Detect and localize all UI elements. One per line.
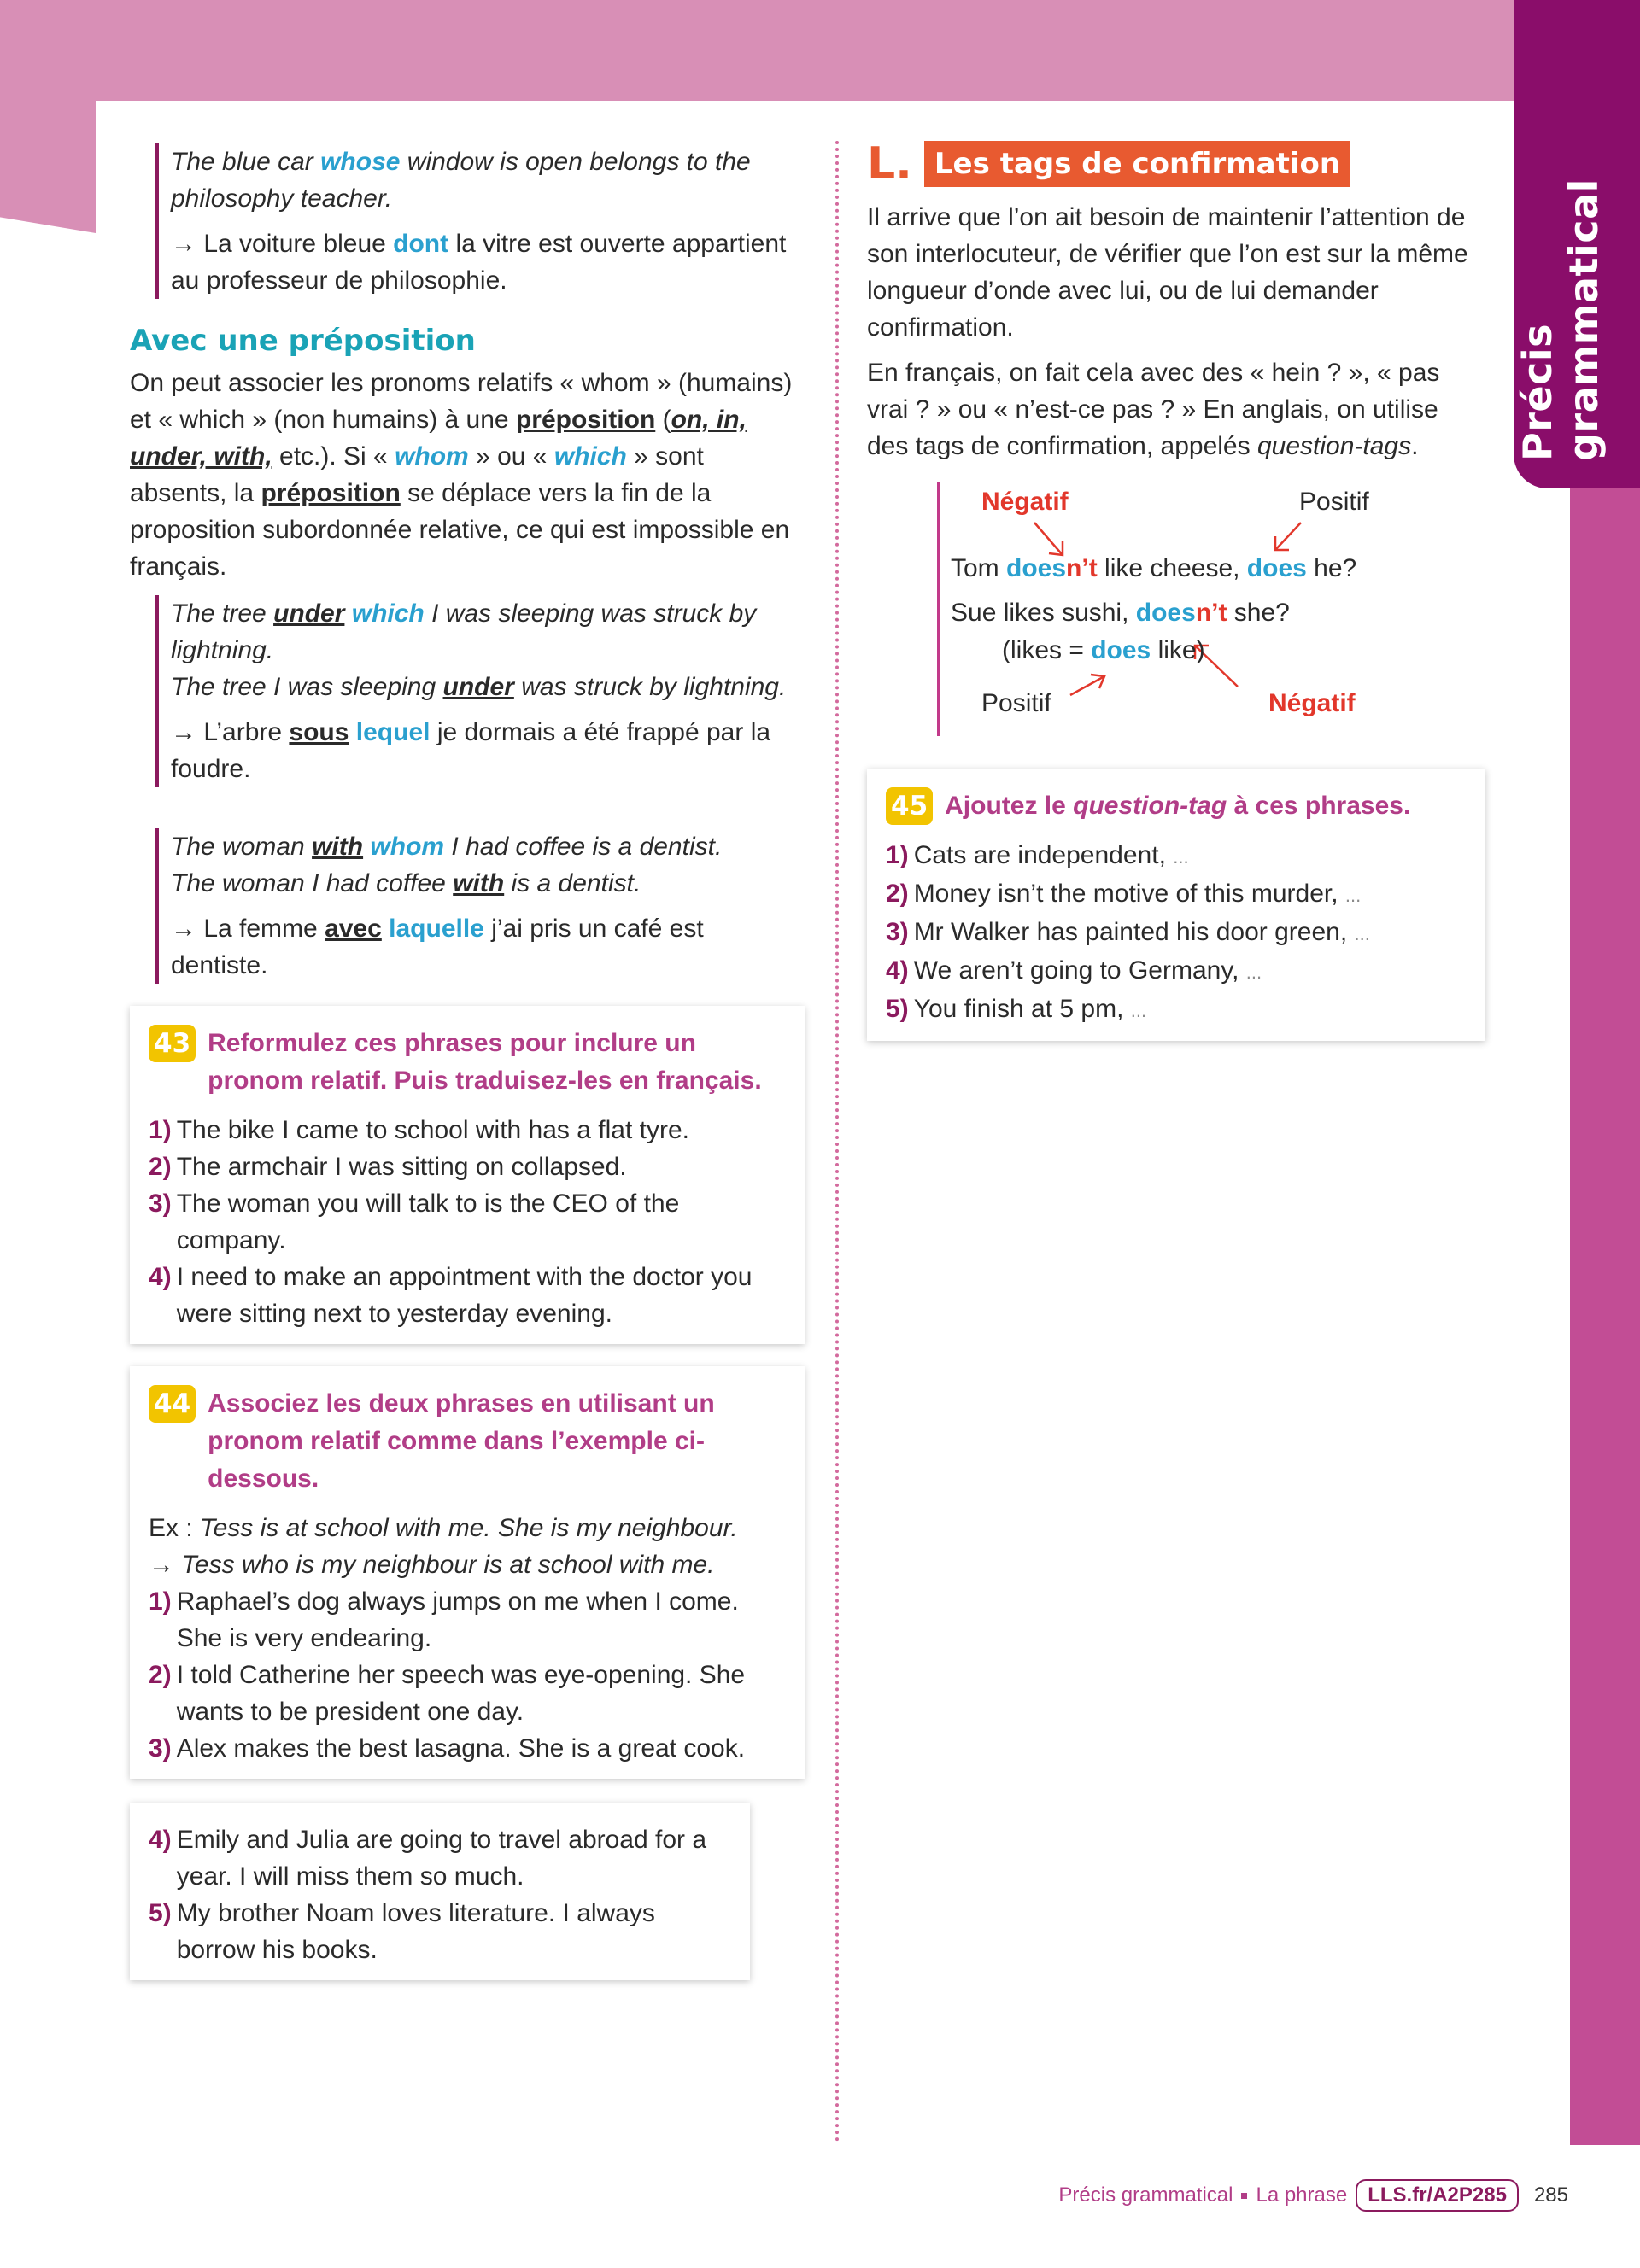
exercise-item: 2) I told Catherine her speech was eye-opening. She wants to be president one day. bbox=[149, 1661, 746, 1726]
example-en: The blue car whose window is open belongs to the philosophy teacher. bbox=[171, 148, 751, 213]
side-tab-label[interactable]: Précis grammatical bbox=[1514, 178, 1607, 461]
label-positif-bottom: Positif bbox=[981, 689, 1051, 717]
intro-paragraph: Il arrive que l’on ait besoin de maintenir l’attention de son interlocuteur, de vérifier que l’on est sur la même longueur d’onde avec lui, ou de lui demander confirmation. bbox=[867, 203, 1468, 342]
exercise-item: 1) Raphael’s dog always jumps on me when I come. She is very endearing. bbox=[149, 1587, 739, 1652]
question-tag-diagram bbox=[937, 482, 1467, 736]
right-column bbox=[867, 138, 1486, 1041]
under-example bbox=[155, 595, 805, 787]
exercise-instruction: Reformulez ces phrases pour inclure un pronom relatif. Puis traduisez-les en français. bbox=[208, 1029, 762, 1095]
exercise-instruction: Associez les deux phrases en utilisant un pronom relatif comme dans l’exemple ci-dessous. bbox=[208, 1389, 715, 1493]
exercise-item: 5) You finish at 5 pm, ... bbox=[886, 995, 1147, 1023]
section-heading-preposition: Avec une préposition bbox=[130, 324, 476, 358]
example-en-1: The woman with whom I had coffee is a dentist. bbox=[171, 833, 723, 861]
exercise-number-badge: 43 bbox=[149, 1025, 196, 1062]
whose-example bbox=[155, 143, 805, 299]
exercise-item: 4) I need to make an appointment with the doctor you were sitting next to yesterday evening. bbox=[149, 1263, 753, 1328]
tag-sentence-3: (likes = does like) bbox=[1002, 636, 1205, 664]
exercise-item: 2) The armchair I was sitting on collapsed. bbox=[149, 1153, 627, 1181]
with-example bbox=[155, 828, 805, 984]
label-negatif-bottom: Négatif bbox=[1268, 689, 1356, 717]
example-fr: → La femme avec laquelle j’ai pris un café est dentiste. bbox=[171, 915, 704, 979]
exercise-item: 2) Money isn’t the motive of this murder, ... bbox=[886, 880, 1362, 908]
exercise-example: Ex : Tess is at school with me. She is my neighbour. bbox=[149, 1514, 738, 1542]
footer-link[interactable]: LLS.fr/A2P285 bbox=[1356, 2179, 1519, 2212]
label-negatif-top: Négatif bbox=[981, 488, 1069, 516]
exercise-item: 1) The bike I came to school with has a flat tyre. bbox=[149, 1116, 689, 1144]
exercise-item: 1) Cats are independent, ... bbox=[886, 841, 1189, 869]
answer-blank[interactable]: ... bbox=[1245, 962, 1262, 983]
section-letter: L. bbox=[867, 138, 912, 190]
arrow-positif-top bbox=[1275, 523, 1301, 550]
tag-sentence-1: Tom doesn’t like cheese, does he? bbox=[951, 554, 1357, 582]
arrowhead-positif-bottom bbox=[1091, 675, 1104, 688]
column-divider bbox=[835, 141, 839, 2143]
section-title: Les tags de confirmation bbox=[924, 141, 1350, 187]
exercise-item: 4) Emily and Julia are going to travel abroad for a year. I will miss them so much. bbox=[149, 1826, 707, 1891]
exercise-item: 4) We aren’t going to Germany, ... bbox=[886, 956, 1262, 985]
top-banner bbox=[0, 0, 1640, 101]
footer-section: Précis grammatical bbox=[1058, 2183, 1233, 2207]
example-fr: → La voiture bleue dont la vitre est ouverte appartient au professeur de philosophie. bbox=[171, 230, 787, 295]
exercise-instruction: Ajoutez le question-tag à ces phrases. bbox=[945, 792, 1411, 820]
answer-blank[interactable]: ... bbox=[1344, 885, 1362, 906]
label-positif-top: Positif bbox=[1299, 488, 1369, 516]
exercise-item: 5) My brother Noam loves literature. I always borrow his books. bbox=[149, 1899, 655, 1964]
example-fr: → L’arbre sous lequel je dormais a été frappé par la foudre. bbox=[171, 718, 771, 783]
answer-blank[interactable]: ... bbox=[1173, 846, 1189, 868]
example-en-2: The tree I was sleeping under was struck by lightning. bbox=[171, 673, 787, 701]
exercise-example-answer: → Tess who is my neighbour is at school with me. bbox=[149, 1551, 715, 1579]
tags-paragraph: En français, on fait cela avec des « hein ? », « pas vrai ? » ou « n’est-ce pas ? » En anglais, on utilise des tags de confirmation, appelés question-tags. bbox=[867, 359, 1440, 460]
exercise-44-continued bbox=[130, 1803, 750, 1980]
section-heading-tags bbox=[867, 138, 1486, 190]
page-number: 285 bbox=[1533, 2183, 1568, 2207]
page-footer bbox=[1058, 2179, 1568, 2212]
footer-separator bbox=[1241, 2193, 1247, 2199]
left-column bbox=[130, 143, 805, 1980]
exercise-number-badge: 45 bbox=[886, 787, 933, 825]
exercise-item: 3) Alex makes the best lasagna. She is a great cook. bbox=[149, 1734, 746, 1762]
exercise-item: 3) Mr Walker has painted his door green, ... bbox=[886, 918, 1370, 946]
preposition-paragraph: On peut associer les pronoms relatifs « whom » (humains) et « which » (non humains) à une préposition (on, in, under, with, etc.). Si « whom » ou « which » sont absents, la préposition se déplace vers la fin de la proposition subordonnée relative, ce qui est impossible en français. bbox=[130, 369, 793, 581]
exercise-45 bbox=[867, 769, 1485, 1041]
answer-blank[interactable]: ... bbox=[1130, 1000, 1147, 1021]
exercise-43 bbox=[130, 1006, 805, 1344]
answer-blank[interactable]: ... bbox=[1354, 923, 1370, 944]
exercise-number-badge: 44 bbox=[149, 1385, 196, 1423]
tag-sentence-2: Sue likes sushi, doesn’t she? bbox=[951, 599, 1290, 627]
example-en-1: The tree under which I was sleeping was struck by lightning. bbox=[171, 599, 757, 664]
example-en-2: The woman I had coffee with is a dentist. bbox=[171, 869, 641, 897]
footer-subsection: La phrase bbox=[1256, 2183, 1348, 2207]
left-banner-wedge bbox=[0, 101, 96, 233]
exercise-44 bbox=[130, 1366, 805, 1779]
exercise-item: 3) The woman you will talk to is the CEO of the company. bbox=[149, 1190, 680, 1254]
